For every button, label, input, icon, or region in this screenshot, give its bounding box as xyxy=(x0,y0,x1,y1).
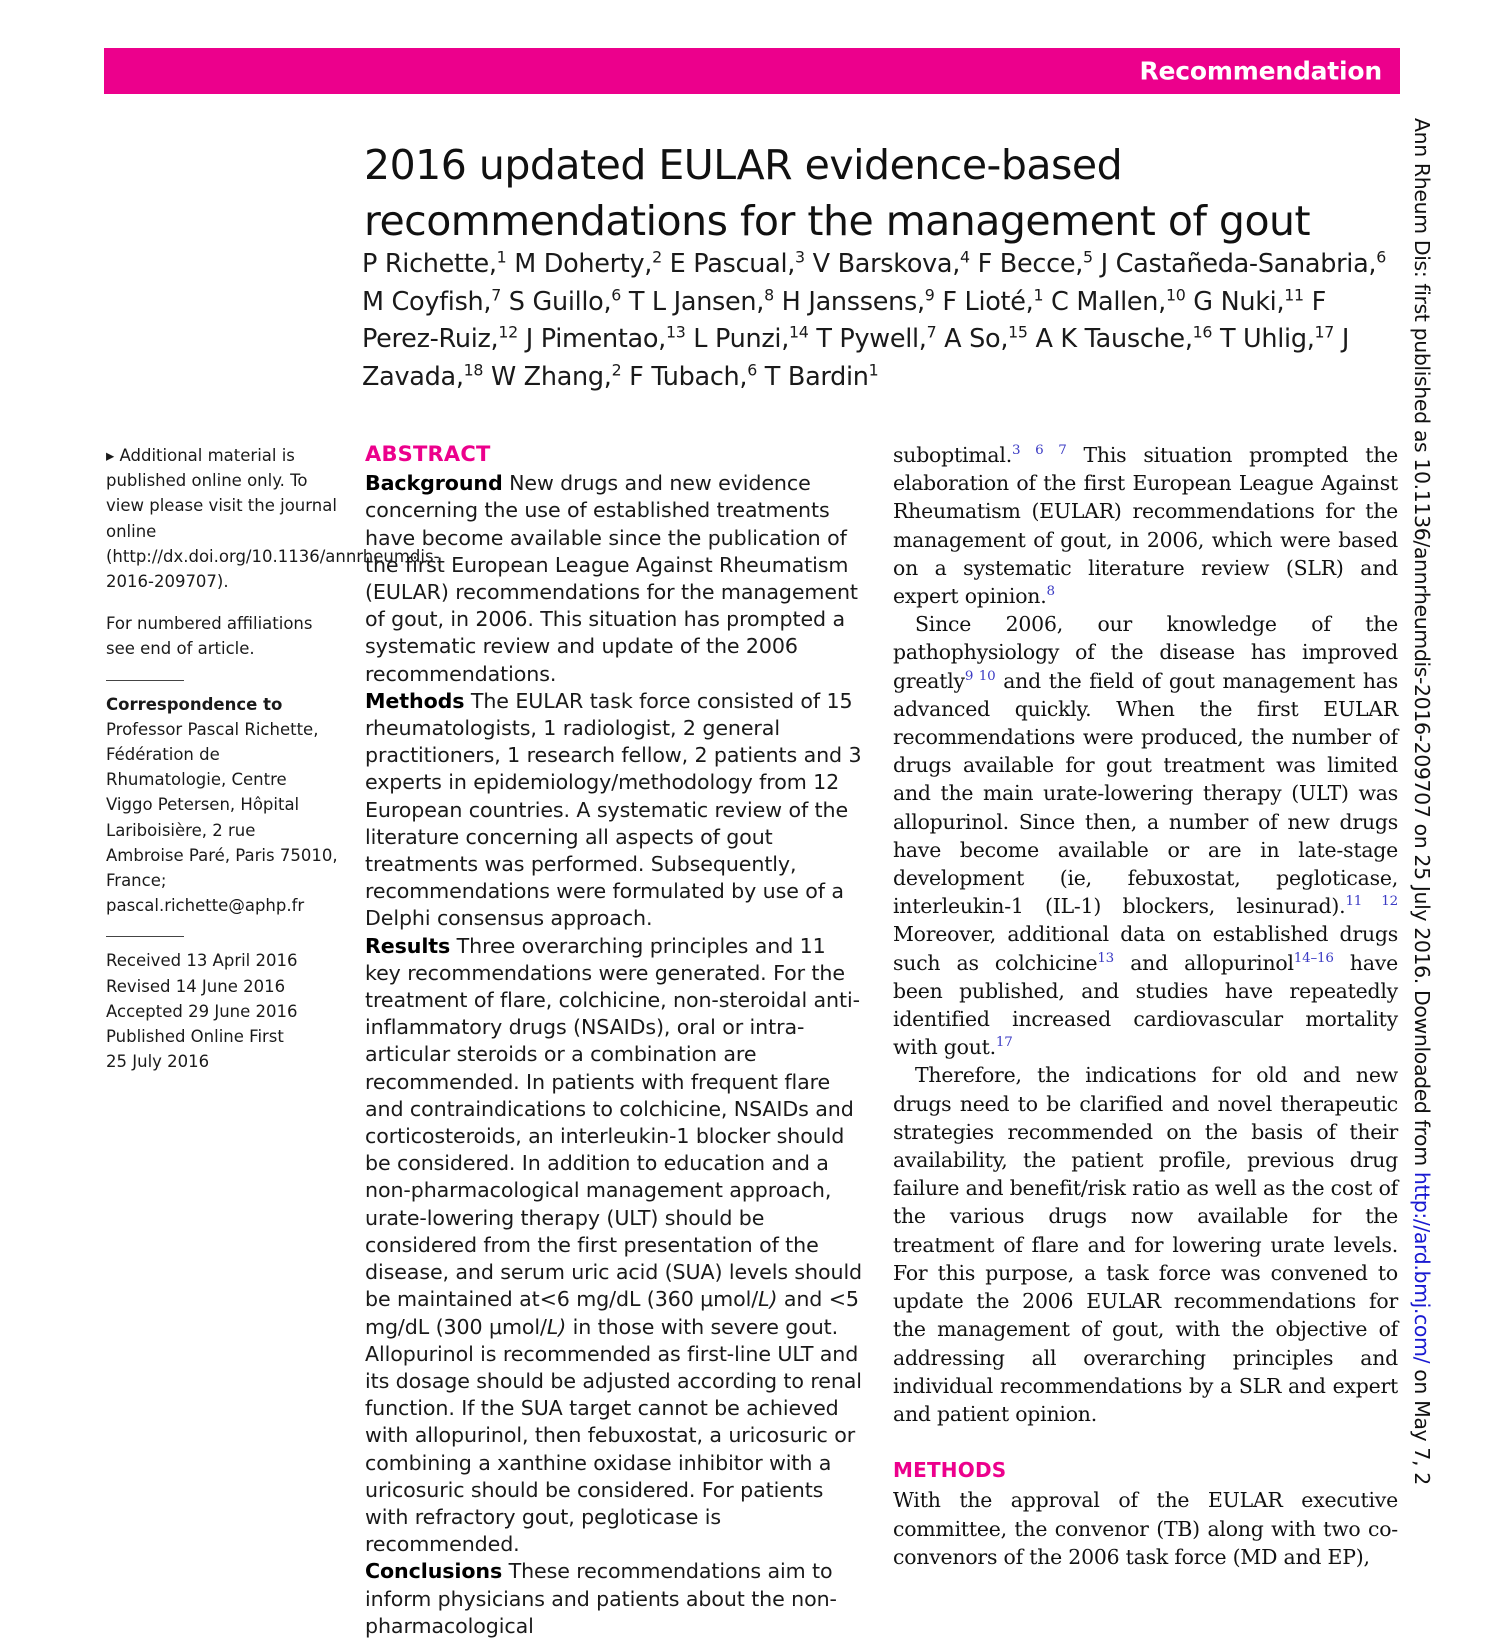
journal-margin-citation xyxy=(1410,118,1434,1485)
margin-journal-link[interactable]: http://ard.bmj.com/ xyxy=(1410,1171,1434,1364)
body-paragraph-2: Since 2006, our knowledge of the pathophysiology of the disease has improved greatly$^{9 10}$ and the field of gout management has advanced quickly. When the first EULAR recommendations were produced, the number of drugs available for gout treatment was limited and the main urate-lowering therapy (ULT) was allopurinol. Since then, a number of new drugs have become available or are in late-stage development (ie, febuxostat, pegloticase, interleukin-1 (IL-1) blockers, lesinurad).$^{11 12}$ Moreover, additional data on established drugs such as colchicine$^{13}$ and allopurinol$^{14-16}$ have been published, and studies have repeatedly identified increased cardiovascular mortality with gout.$^{17}$ xyxy=(893,612,1399,1060)
abstract-methods-text: The EULAR task force consisted of 15 rheumatologists, 1 radiologist, 2 general practitioners, 1 research fellow, 2 patients and 3 experts in epidemiology/methodology from 12 European countries. A systematic review of the literature concerning all aspects of gout treatments was performed. Subsequently, recommendations were formulated by use of a Delphi consensus approach. xyxy=(365,688,862,931)
abstract-background-text: New drugs and new evidence concerning the use of established treatments have become available since the publication of the first European League Against Rheumatism (EULAR) recommendations for the management of gout, in 2006. This situation has prompted a systematic review and update of the 2006 recommendations. xyxy=(365,471,858,686)
methods-section-heading: METHODS xyxy=(893,1458,1007,1483)
abstract-conclusions-text: These recommendations aim to inform physicians and patients about the non-pharmacological xyxy=(365,1559,837,1638)
abstract-heading: ABSTRACT xyxy=(365,442,491,466)
sidebar-divider-2 xyxy=(106,936,184,937)
abstract-conclusions xyxy=(365,1558,865,1640)
correspondence-heading: Correspondence to xyxy=(106,694,283,714)
correspondence-body: Professor Pascal Richette, Fédération de Rhumatologie, Centre Viggo Petersen, Hôpital Lariboisière, 2 rue Ambroise Paré, Paris 75010, France; pascal.richette@aphp.fr xyxy=(106,719,338,916)
body-column xyxy=(893,441,1398,1571)
abstract-background-label: Background xyxy=(365,471,503,496)
sidebar-divider-1 xyxy=(106,680,184,681)
affiliations-note: For numbered affiliations see end of article. xyxy=(106,614,313,659)
body-paragraph-3: Therefore, the indications for old and new drugs need to be clarified and novel therapeutic strategies recommended on the basis of their availability, the patient profile, previous drug failure and benefit/risk ratio as well as the cost of the various drugs now available for the treatment of flare and for lowering urate levels. For this purpose, a task force was convened to update the 2006 EULAR recommendations for the management of gout, with the objective of addressing all overarching principles and individual recommendations by a SLR and expert and patient opinion. xyxy=(893,1063,1398,1426)
margin-text-after: on May 7, 2 xyxy=(1410,1363,1434,1485)
recommendation-banner xyxy=(104,48,1400,94)
abstract-methods-label: Methods xyxy=(365,688,465,713)
publication-dates: Received 13 April 2016 Revised 14 June 2016 Accepted 29 June 2016 Published Online First 25 July 2016 xyxy=(106,951,298,1072)
author-list: P Richette,$^1$ M Doherty,$^2$ E Pascual,$^3$ V Barskova,$^4$ F Becce,$^5$ J Castañeda-Sanabria,$^6$ M Coyfish,$^7$ S Guillo,$^6$ T L Jansen,$^8$ H Janssens,$^9$ F Lioté,$^1$ C Mallen,$^{10}$ G Nuki,$^{11}$ F Perez-Ruiz,$^{12}$ J Pimentao,$^{13}$ L Punzi,$^{14}$ T Pywell,$^7$ A So,$^{15}$ A K Tausche,$^{16}$ T Uhlig,$^{17}$ J Zavada,$^{18}$ W Zhang,$^2$ F Tubach,$^6$ T Bardin$^1$ xyxy=(362,247,1386,392)
banner-label: Recommendation xyxy=(1139,56,1382,86)
margin-text-before: Ann Rheum Dis: first published as 10.1136/annrheumdis-2016-209707 on 25 July 2016. Downloaded from xyxy=(1410,118,1434,1172)
abstract-background xyxy=(365,470,865,688)
body-paragraph-1: suboptimal.$^{3 6 7}$ This situation prompted the elaboration of the first European League Against Rheumatism (EULAR) recommendations for the management of gout, in 2006, which were based on a systematic literature review (SLR) and expert opinion.$^8$ xyxy=(893,443,1399,609)
abstract-results-text: Three overarching principles and 11 key recommendations were generated. For the treatment of flare, colchicine, non-steroidal anti-inflammatory drugs (NSAIDs), oral or intra-articular steroids or a combination are recommended. In patients with frequent flare and contraindications to colchicine, NSAIDs and corticosteroids, an interleukin-1 blocker should be considered. In addition to education and a non-pharmacological management approach, urate-lowering therapy (ULT) should be considered from the first presentation of the disease, and serum uric acid (SUA) levels should be maintained at<6 mg/dL (360 μmol/L) and <5 mg/dL (300 μmol/L) in those with severe gout. Allopurinol is recommended as first-line ULT and its dosage should be adjusted according to renal function. If the SUA target cannot be achieved with allopurinol, then febuxostat, a uricosuric or combining a xanthine oxidase inhibitor with a uricosuric should be considered. For patients with refractory gout, pegloticase is recommended. xyxy=(365,933,863,1557)
additional-material-note: ▸ Additional material is published online only. To view please visit the journal online (http://dx.doi.org/10.1136/annrheumdis-2016-209707). xyxy=(106,446,440,592)
abstract-conclusions-label: Conclusions xyxy=(365,1559,503,1584)
page-title: 2016 updated EULAR evidence-based recommendations for the management of gout xyxy=(364,141,1311,246)
abstract-results-label: Results xyxy=(365,933,451,958)
methods-paragraph: With the approval of the EULAR executive committee, the convenor (TB) along with two co-convenors of the 2006 task force (MD and EP), xyxy=(893,1488,1398,1569)
abstract-methods xyxy=(365,688,865,933)
abstract-results xyxy=(365,933,865,1559)
abstract-column xyxy=(365,441,865,1640)
